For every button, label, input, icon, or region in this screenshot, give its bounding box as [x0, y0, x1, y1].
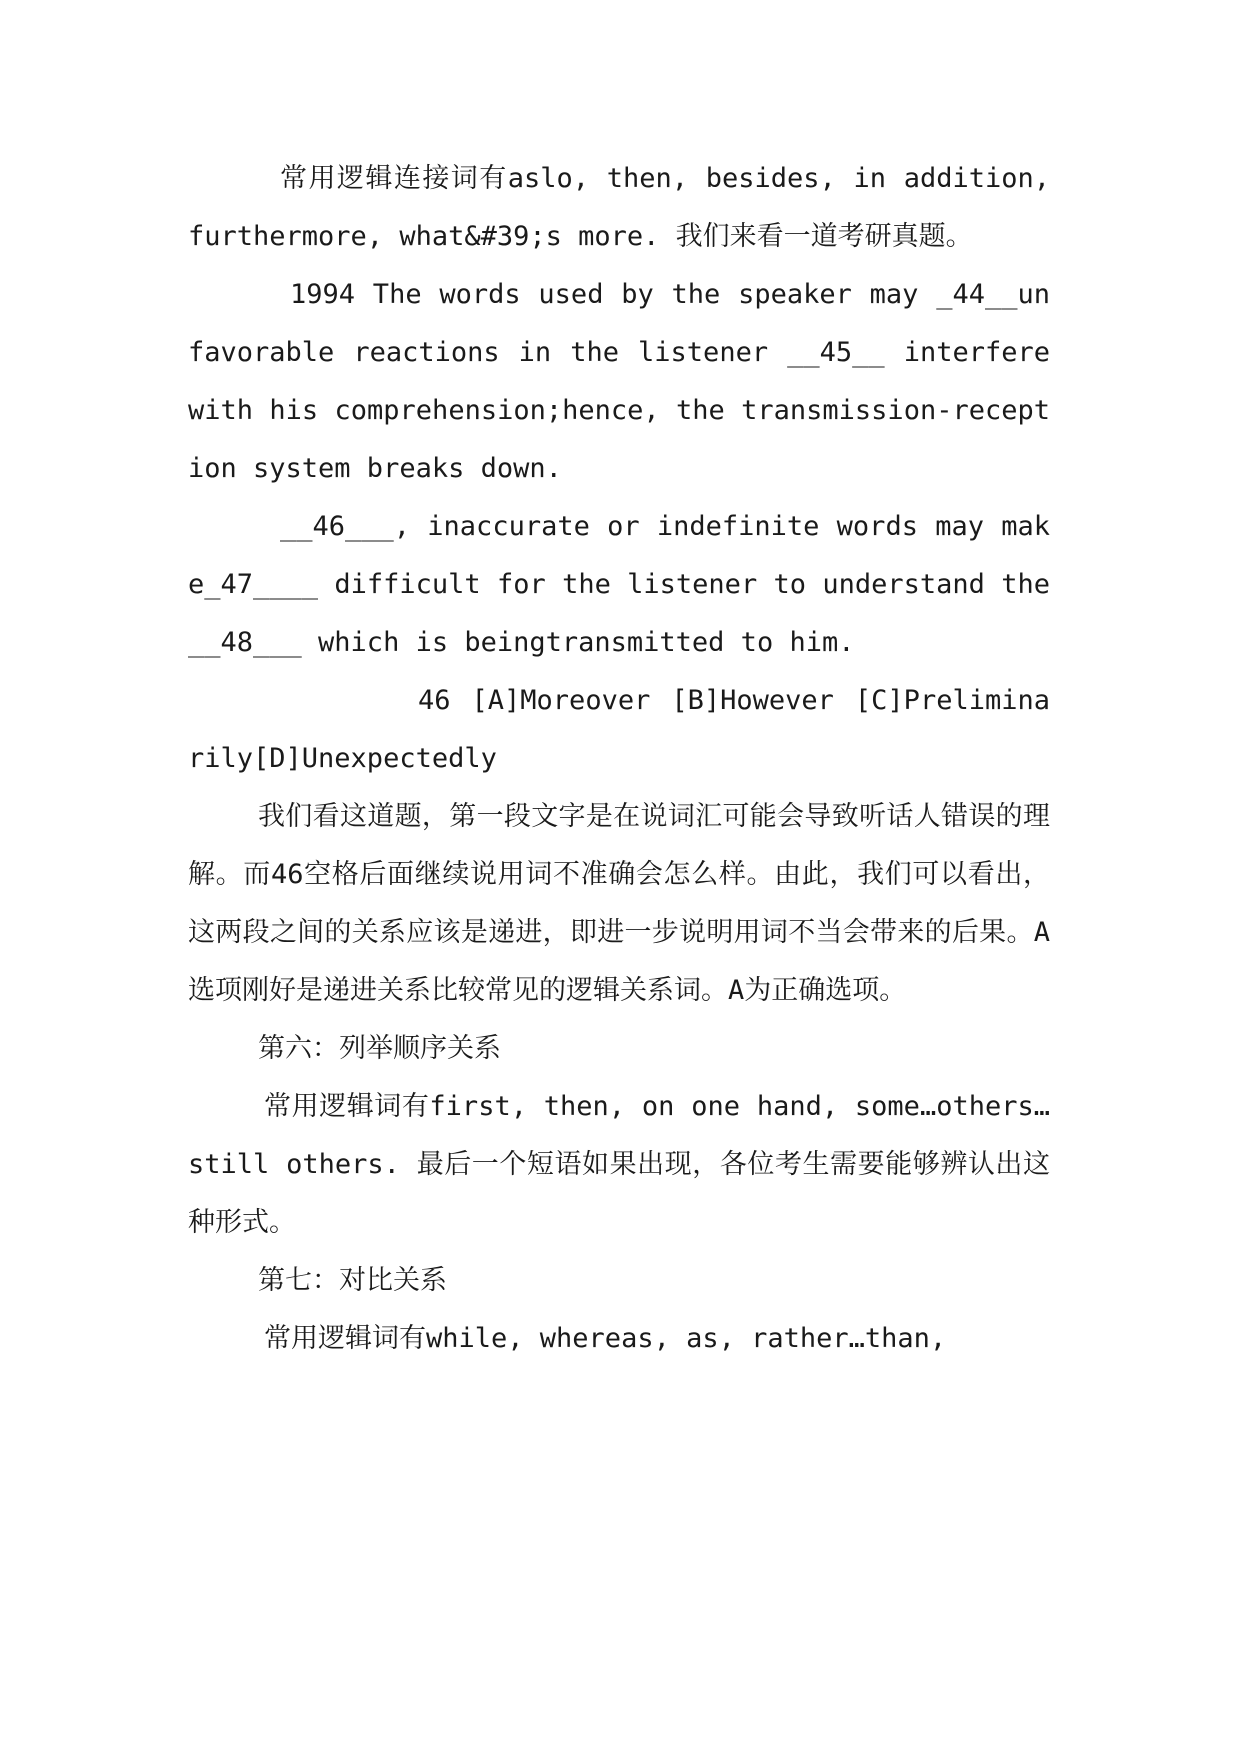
- paragraph-sequence-words: 常用逻辑词有first, then, on one hand, some…others…still others. 最后一个短语如果出现，各位考生需要能够辨认出这种形式。: [188, 1091, 1050, 1238]
- paragraph-exam-passage-1: 1994 The words used by the speaker may _44__unfavorable reactions in the listener __45__ interfere with his comprehension;hence, the transmission-reception system breaks down.: [188, 279, 1050, 484]
- paragraph-logic-connectors: 常用逻辑连接词有aslo, then, besides, in addition, furthermore, what&#39;s more. 我们来看一道考研真题。: [188, 163, 1050, 252]
- document-body: [188, 150, 1050, 1368]
- paragraph-analysis: 我们看这道题，第一段文字是在说词汇可能会导致听话人错误的理解。而46空格后面继续说用词不准确会怎么样。由此，我们可以看出，这两段之间的关系应该是递进，即进一步说明用词不当会带来的后果。A选项刚好是递进关系比较常见的逻辑关系词。A为正确选项。: [188, 801, 1050, 1006]
- section-heading-sequence: 第六：列举顺序关系: [258, 1033, 501, 1064]
- paragraph-answer-options: 46 [A]Moreover [B]However [C]Preliminarily[D]Unexpectedly: [188, 685, 1050, 774]
- paragraph-contrast-words: 常用逻辑词有while, whereas, as, rather…than,: [264, 1323, 947, 1354]
- section-heading-contrast: 第七：对比关系: [258, 1265, 447, 1296]
- paragraph-exam-passage-2: __46___, inaccurate or indefinite words may make_47____ difficult for the listener to understand the __48___ which is beingtransmitted to him.: [188, 511, 1050, 658]
